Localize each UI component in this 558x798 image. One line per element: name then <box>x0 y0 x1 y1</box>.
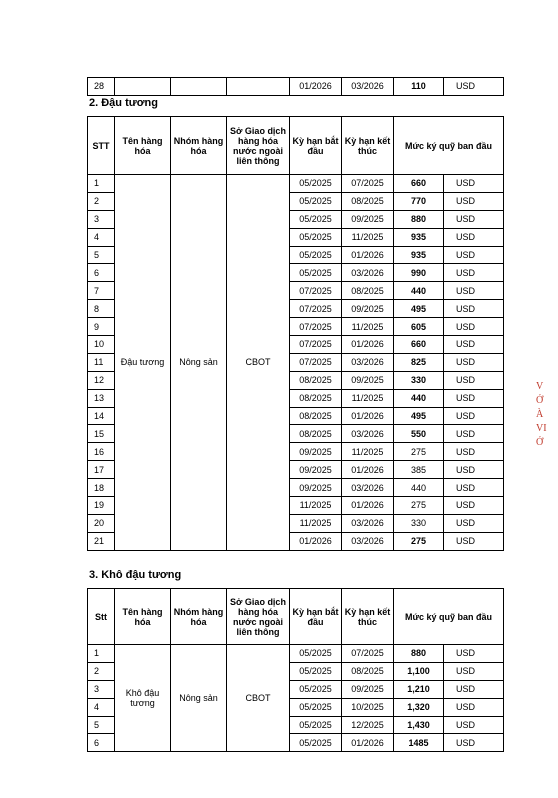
header-margin: Mức ký quỹ ban đầu <box>394 117 504 175</box>
header-exchange: Sở Giao dịch hàng hóa nước ngoài liên thông <box>227 589 290 645</box>
margin-cell: 275 <box>394 497 444 515</box>
start-cell: 05/2025 <box>290 698 342 716</box>
unit-cell: USD <box>444 443 504 461</box>
end-cell: 01/2026 <box>342 246 394 264</box>
end-cell: 03/2026 <box>342 78 394 96</box>
end-cell: 01/2026 <box>342 734 394 752</box>
margin-cell: 935 <box>394 228 444 246</box>
stt-cell: 5 <box>88 716 115 734</box>
end-cell: 01/2026 <box>342 407 394 425</box>
table-row <box>88 175 504 193</box>
start-cell: 05/2025 <box>290 228 342 246</box>
stt-cell: 9 <box>88 318 115 336</box>
unit-cell: USD <box>444 497 504 515</box>
margin-cell: 660 <box>394 175 444 193</box>
margin-cell: 1,320 <box>394 698 444 716</box>
end-cell: 09/2025 <box>342 680 394 698</box>
start-cell: 05/2025 <box>290 645 342 663</box>
section-title: 2. Đậu tương <box>89 97 158 109</box>
unit-cell: USD <box>444 407 504 425</box>
group-cell: Nông sản <box>171 645 227 752</box>
unit-cell: USD <box>444 662 504 680</box>
end-cell: 09/2025 <box>342 300 394 318</box>
end-cell: 11/2025 <box>342 443 394 461</box>
header-row <box>88 589 504 645</box>
unit-cell: USD <box>444 389 504 407</box>
header-margin: Mức ký quỹ ban đầu <box>394 589 504 645</box>
exchange-cell: CBOT <box>227 175 290 551</box>
end-cell: 11/2025 <box>342 228 394 246</box>
margin-cell: 825 <box>394 353 444 371</box>
stt-cell: 17 <box>88 461 115 479</box>
margin-cell: 605 <box>394 318 444 336</box>
section-title: 3. Khô đậu tương <box>89 569 182 581</box>
header-group: Nhóm hàng hóa <box>171 117 227 175</box>
end-cell: 03/2026 <box>342 479 394 497</box>
end-cell: 12/2025 <box>342 716 394 734</box>
stt-cell: 15 <box>88 425 115 443</box>
header-start: Kỳ hạn bắt đầu <box>290 117 342 175</box>
end-cell: 09/2025 <box>342 210 394 228</box>
unit-cell: USD <box>444 228 504 246</box>
stt-cell: 19 <box>88 497 115 515</box>
stt-cell: 2 <box>88 192 115 210</box>
start-cell: 09/2025 <box>290 461 342 479</box>
unit-cell: USD <box>444 336 504 354</box>
stt-cell: 3 <box>88 210 115 228</box>
header-name: Tên hàng hóa <box>115 117 171 175</box>
stt-cell: 1 <box>88 645 115 663</box>
unit-cell: USD <box>444 371 504 389</box>
margin-cell: 330 <box>394 371 444 389</box>
unit-cell: USD <box>444 532 504 550</box>
stt-cell: 13 <box>88 389 115 407</box>
margin-cell: 440 <box>394 479 444 497</box>
start-cell: 11/2025 <box>290 497 342 515</box>
margin-cell: 550 <box>394 425 444 443</box>
start-cell: 08/2025 <box>290 371 342 389</box>
top-row-table <box>87 77 504 96</box>
margin-cell: 880 <box>394 210 444 228</box>
end-cell: 03/2026 <box>342 514 394 532</box>
end-cell: 03/2026 <box>342 532 394 550</box>
stt-cell: 21 <box>88 532 115 550</box>
start-cell: 05/2025 <box>290 210 342 228</box>
stamp-text: V <box>536 381 544 392</box>
margin-cell: 935 <box>394 246 444 264</box>
start-cell: 05/2025 <box>290 264 342 282</box>
end-cell: 08/2025 <box>342 192 394 210</box>
margin-cell: 495 <box>394 300 444 318</box>
start-cell: 01/2026 <box>290 532 342 550</box>
header-start: Kỳ hạn bắt đầu <box>290 589 342 645</box>
unit-cell: USD <box>444 318 504 336</box>
stamp-text: Ở <box>536 395 544 406</box>
margin-cell: 495 <box>394 407 444 425</box>
stt-cell: 14 <box>88 407 115 425</box>
unit-cell: USD <box>444 645 504 663</box>
table-row <box>88 645 504 663</box>
margin-cell: 1485 <box>394 734 444 752</box>
start-cell: 07/2025 <box>290 353 342 371</box>
start-cell: 11/2025 <box>290 514 342 532</box>
stamp-text: À <box>536 409 544 420</box>
stt-cell: 6 <box>88 264 115 282</box>
end-cell: 07/2025 <box>342 645 394 663</box>
soybean-table <box>87 116 504 551</box>
end-cell: 11/2025 <box>342 318 394 336</box>
end-cell: 01/2026 <box>342 336 394 354</box>
margin-cell: 660 <box>394 336 444 354</box>
stt-cell: 12 <box>88 371 115 389</box>
exchange-cell: CBOT <box>227 645 290 752</box>
end-cell: 07/2025 <box>342 175 394 193</box>
end-cell: 10/2025 <box>342 698 394 716</box>
header-stt: Stt <box>88 589 115 645</box>
margin-cell: 770 <box>394 192 444 210</box>
stt-cell: 20 <box>88 514 115 532</box>
margin-cell: 275 <box>394 443 444 461</box>
stt-cell: 6 <box>88 734 115 752</box>
group-cell: Nông sản <box>171 175 227 551</box>
start-cell: 07/2025 <box>290 300 342 318</box>
margin-cell: 330 <box>394 514 444 532</box>
unit-cell: USD <box>444 353 504 371</box>
margin-cell: 440 <box>394 389 444 407</box>
header-stt: STT <box>88 117 115 175</box>
stamp-text: Ở <box>536 437 544 448</box>
header-name: Tên hàng hóa <box>115 589 171 645</box>
unit-cell: USD <box>444 175 504 193</box>
start-cell: 05/2025 <box>290 662 342 680</box>
margin-cell: 275 <box>394 532 444 550</box>
margin-cell: 440 <box>394 282 444 300</box>
start-cell: 07/2025 <box>290 336 342 354</box>
unit-cell: USD <box>444 192 504 210</box>
stt-cell: 18 <box>88 479 115 497</box>
start-cell: 08/2025 <box>290 407 342 425</box>
margin-cell: 1,210 <box>394 680 444 698</box>
stt-cell: 4 <box>88 228 115 246</box>
stt-cell: 3 <box>88 680 115 698</box>
commodity-name-cell: Đậu tương <box>115 175 171 551</box>
header-row <box>88 117 504 175</box>
stt-cell: 11 <box>88 353 115 371</box>
end-cell: 09/2025 <box>342 371 394 389</box>
end-cell: 03/2026 <box>342 353 394 371</box>
start-cell: 05/2025 <box>290 716 342 734</box>
end-cell: 08/2025 <box>342 662 394 680</box>
end-cell: 03/2026 <box>342 425 394 443</box>
unit-cell: USD <box>444 210 504 228</box>
start-cell: 05/2025 <box>290 246 342 264</box>
unit-cell: USD <box>444 78 504 96</box>
end-cell: 01/2026 <box>342 497 394 515</box>
end-cell: 11/2025 <box>342 389 394 407</box>
margin-cell: 1,100 <box>394 662 444 680</box>
end-cell: 03/2026 <box>342 264 394 282</box>
header-group: Nhóm hàng hóa <box>171 589 227 645</box>
stt-cell: 8 <box>88 300 115 318</box>
end-cell: 08/2025 <box>342 282 394 300</box>
start-cell: 01/2026 <box>290 78 342 96</box>
unit-cell: USD <box>444 246 504 264</box>
start-cell: 08/2025 <box>290 425 342 443</box>
unit-cell: USD <box>444 282 504 300</box>
unit-cell: USD <box>444 479 504 497</box>
header-exchange: Sở Giao dịch hàng hóa nước ngoài liên thông <box>227 117 290 175</box>
start-cell: 05/2025 <box>290 192 342 210</box>
start-cell: 05/2025 <box>290 734 342 752</box>
margin-cell: 880 <box>394 645 444 663</box>
start-cell: 07/2025 <box>290 318 342 336</box>
unit-cell: USD <box>444 734 504 752</box>
stamp-edge <box>536 380 558 490</box>
start-cell: 09/2025 <box>290 479 342 497</box>
stt-cell: 16 <box>88 443 115 461</box>
soybean-meal-table <box>87 588 504 752</box>
end-cell: 01/2026 <box>342 461 394 479</box>
start-cell: 05/2025 <box>290 175 342 193</box>
stt-cell: 28 <box>88 78 115 96</box>
unit-cell: USD <box>444 264 504 282</box>
start-cell: 07/2025 <box>290 282 342 300</box>
unit-cell: USD <box>444 680 504 698</box>
margin-cell: 110 <box>394 78 444 96</box>
unit-cell: USD <box>444 461 504 479</box>
start-cell: 09/2025 <box>290 443 342 461</box>
unit-cell: USD <box>444 716 504 734</box>
margin-cell: 385 <box>394 461 444 479</box>
start-cell: 05/2025 <box>290 680 342 698</box>
table-row <box>88 78 504 96</box>
stt-cell: 1 <box>88 175 115 193</box>
stt-cell: 2 <box>88 662 115 680</box>
unit-cell: USD <box>444 698 504 716</box>
unit-cell: USD <box>444 300 504 318</box>
unit-cell: USD <box>444 514 504 532</box>
commodity-name-cell: Khô đậu tương <box>115 645 171 752</box>
start-cell: 08/2025 <box>290 389 342 407</box>
stt-cell: 4 <box>88 698 115 716</box>
header-end: Kỳ hạn kết thúc <box>342 117 394 175</box>
stt-cell: 10 <box>88 336 115 354</box>
margin-cell: 990 <box>394 264 444 282</box>
stt-cell: 7 <box>88 282 115 300</box>
margin-cell: 1,430 <box>394 716 444 734</box>
header-end: Kỳ hạn kết thúc <box>342 589 394 645</box>
stt-cell: 5 <box>88 246 115 264</box>
unit-cell: USD <box>444 425 504 443</box>
stamp-text: VI <box>536 423 547 434</box>
